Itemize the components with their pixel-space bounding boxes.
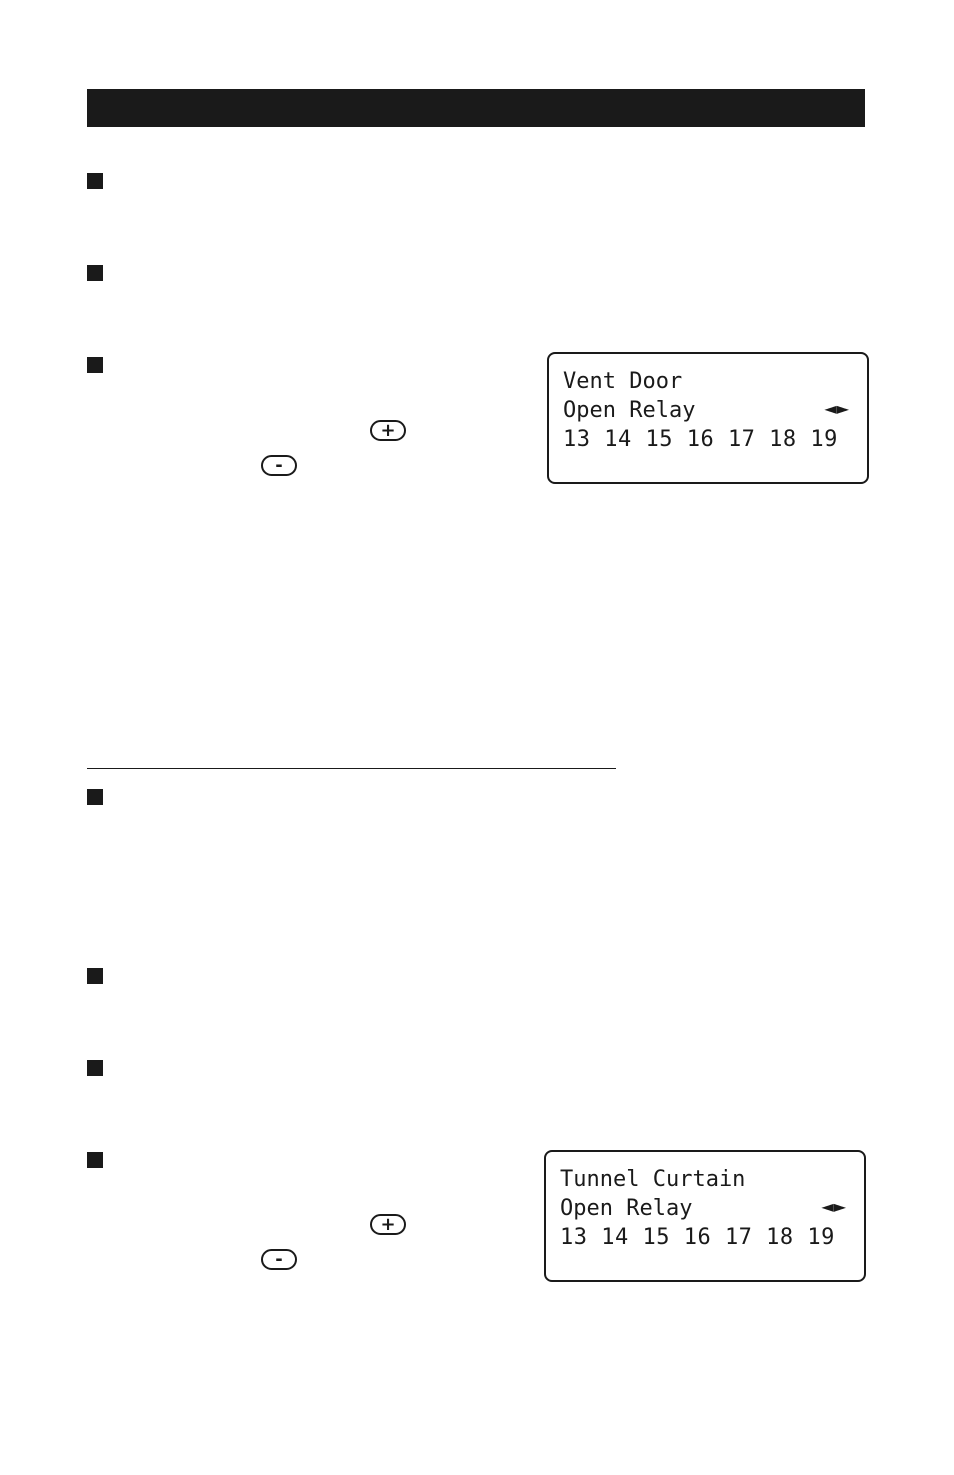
bullet-step-7 xyxy=(87,1152,103,1168)
bullet-step-2 xyxy=(87,265,103,281)
bullet-step-6 xyxy=(87,1060,103,1076)
plus-symbol: + xyxy=(380,420,396,441)
lcd-line-1: Tunnel Curtain xyxy=(560,1167,746,1192)
bullet-step-1 xyxy=(87,173,103,189)
plus-symbol: + xyxy=(380,1214,396,1235)
lcd-display-tunnel-curtain xyxy=(544,1150,866,1282)
minus-symbol: - xyxy=(275,1249,283,1270)
lcd-line-3: 13 14 15 16 17 18 19 xyxy=(563,427,838,452)
left-right-arrows-icon: ◄► xyxy=(821,1197,846,1216)
lcd-display-vent-door xyxy=(547,352,869,484)
section-divider xyxy=(87,768,616,769)
section-header-bar xyxy=(87,89,865,127)
lcd-line-2: Open Relay xyxy=(560,1196,693,1221)
lcd-line-2: Open Relay xyxy=(563,398,696,423)
minus-symbol: - xyxy=(275,455,283,476)
lcd-line-3: 13 14 15 16 17 18 19 xyxy=(560,1225,835,1250)
plus-key-icon xyxy=(370,1214,406,1235)
lcd-line-1: Vent Door xyxy=(563,369,683,394)
minus-key-icon xyxy=(261,1249,297,1270)
plus-key-icon xyxy=(370,420,406,441)
bullet-step-5 xyxy=(87,968,103,984)
minus-key-icon xyxy=(261,455,297,476)
left-right-arrows-icon: ◄► xyxy=(824,399,849,418)
bullet-step-3 xyxy=(87,357,103,373)
bullet-step-4 xyxy=(87,789,103,805)
